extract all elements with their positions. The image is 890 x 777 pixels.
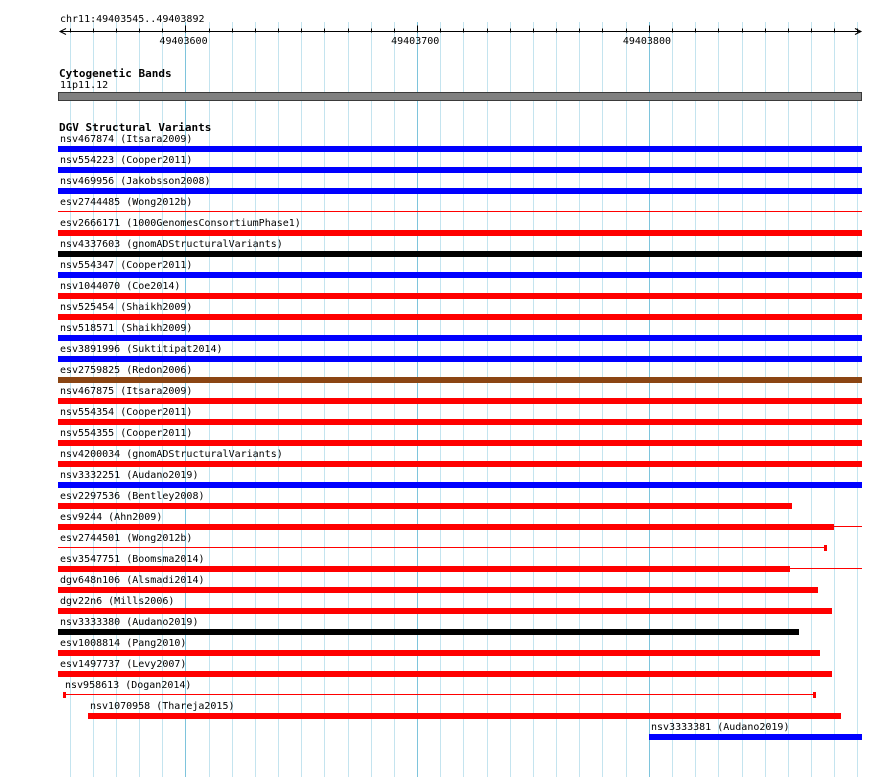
variant-bar[interactable] <box>58 272 862 278</box>
variant-label: nsv1044070 (Coe2014) <box>60 281 181 292</box>
variant-label: esv2666171 (1000GenomesConsortiumPhase1) <box>60 218 301 229</box>
variant-label: esv3891996 (Suktitipat2014) <box>60 344 223 355</box>
variant-line[interactable] <box>63 694 816 695</box>
variant-label: esv2744485 (Wong2012b) <box>60 197 193 208</box>
variant-bar[interactable] <box>88 713 841 719</box>
ruler-tick-label: 49403600 <box>159 36 208 47</box>
variant-label: nsv4200034 (gnomADStructuralVariants) <box>60 449 283 460</box>
variant-bar[interactable] <box>58 419 862 425</box>
variant-label: nsv958613 (Dogan2014) <box>65 680 192 691</box>
variant-label: nsv554355 (Cooper2011) <box>60 428 193 439</box>
variant-extension-line[interactable] <box>834 526 862 527</box>
variant-bar[interactable] <box>58 608 832 614</box>
variant-label: esv1008814 (Pang2010) <box>60 638 187 649</box>
variant-bar[interactable] <box>58 398 862 404</box>
variant-bar[interactable] <box>58 167 862 173</box>
variant-bar[interactable] <box>58 314 862 320</box>
variant-line[interactable] <box>58 547 827 548</box>
variant-bar[interactable] <box>58 377 862 383</box>
variant-bar[interactable] <box>58 566 790 572</box>
variant-label: dgv648n106 (Alsmadi2014) <box>60 575 205 586</box>
variant-label: esv2744501 (Wong2012b) <box>60 533 193 544</box>
variant-label: nsv469956 (Jakobsson2008) <box>60 176 211 187</box>
variant-label: nsv518571 (Shaikh2009) <box>60 323 193 334</box>
variant-bar[interactable] <box>58 440 862 446</box>
variant-bar[interactable] <box>58 230 862 236</box>
variant-label: esv9244 (Ahn2009) <box>60 512 163 523</box>
variant-bar[interactable] <box>58 671 832 677</box>
variant-bar[interactable] <box>58 587 818 593</box>
variant-bar[interactable] <box>58 251 862 257</box>
variant-label: nsv525454 (Shaikh2009) <box>60 302 193 313</box>
variant-end-cap <box>824 545 827 551</box>
variant-label: esv2759825 (Redon2006) <box>60 365 193 376</box>
coordinate-ruler[interactable] <box>0 0 890 60</box>
variant-label: nsv3333381 (Audano2019) <box>651 722 790 733</box>
variant-start-cap <box>63 692 66 698</box>
dgv-track-title: DGV Structural Variants <box>59 121 212 134</box>
variant-label: nsv3333380 (Audano2019) <box>60 617 199 628</box>
variant-label: dgv22n6 (Mills2006) <box>60 596 175 607</box>
region-label: chr11:49403545..49403892 <box>60 14 205 25</box>
variant-bar[interactable] <box>58 335 862 341</box>
variant-label: nsv1070958 (Thareja2015) <box>90 701 235 712</box>
variant-bar[interactable] <box>58 503 792 509</box>
variant-bar[interactable] <box>58 650 820 656</box>
variant-label: esv1497737 (Levy2007) <box>60 659 187 670</box>
cytoband-label: 11p11.12 <box>60 80 109 91</box>
ruler-tick-label: 49403700 <box>391 36 440 47</box>
variant-label: esv2297536 (Bentley2008) <box>60 491 205 502</box>
variant-label: esv3547751 (Boomsma2014) <box>60 554 205 565</box>
variant-end-cap <box>813 692 816 698</box>
variant-extension-line[interactable] <box>790 568 862 569</box>
variant-bar[interactable] <box>58 356 862 362</box>
variant-bar[interactable] <box>58 524 834 530</box>
variant-bar[interactable] <box>58 293 862 299</box>
variant-bar[interactable] <box>58 146 862 152</box>
variant-bar[interactable] <box>58 482 862 488</box>
variant-line[interactable] <box>58 211 862 212</box>
variant-label: nsv554223 (Cooper2011) <box>60 155 193 166</box>
variant-label: nsv4337603 (gnomADStructuralVariants) <box>60 239 283 250</box>
variant-label: nsv3332251 (Audano2019) <box>60 470 199 481</box>
cytoband-track-title: Cytogenetic Bands <box>59 67 172 80</box>
variant-bar[interactable] <box>649 734 862 740</box>
variant-label: nsv467874 (Itsara2009) <box>60 134 193 145</box>
cytoband-bar[interactable] <box>58 92 862 101</box>
variant-label: nsv467875 (Itsara2009) <box>60 386 193 397</box>
variant-bar[interactable] <box>58 188 862 194</box>
variant-label: nsv554347 (Cooper2011) <box>60 260 193 271</box>
variant-bar[interactable] <box>58 629 799 635</box>
variant-label: nsv554354 (Cooper2011) <box>60 407 193 418</box>
ruler-tick-label: 49403800 <box>622 36 672 47</box>
variant-bar[interactable] <box>58 461 862 467</box>
